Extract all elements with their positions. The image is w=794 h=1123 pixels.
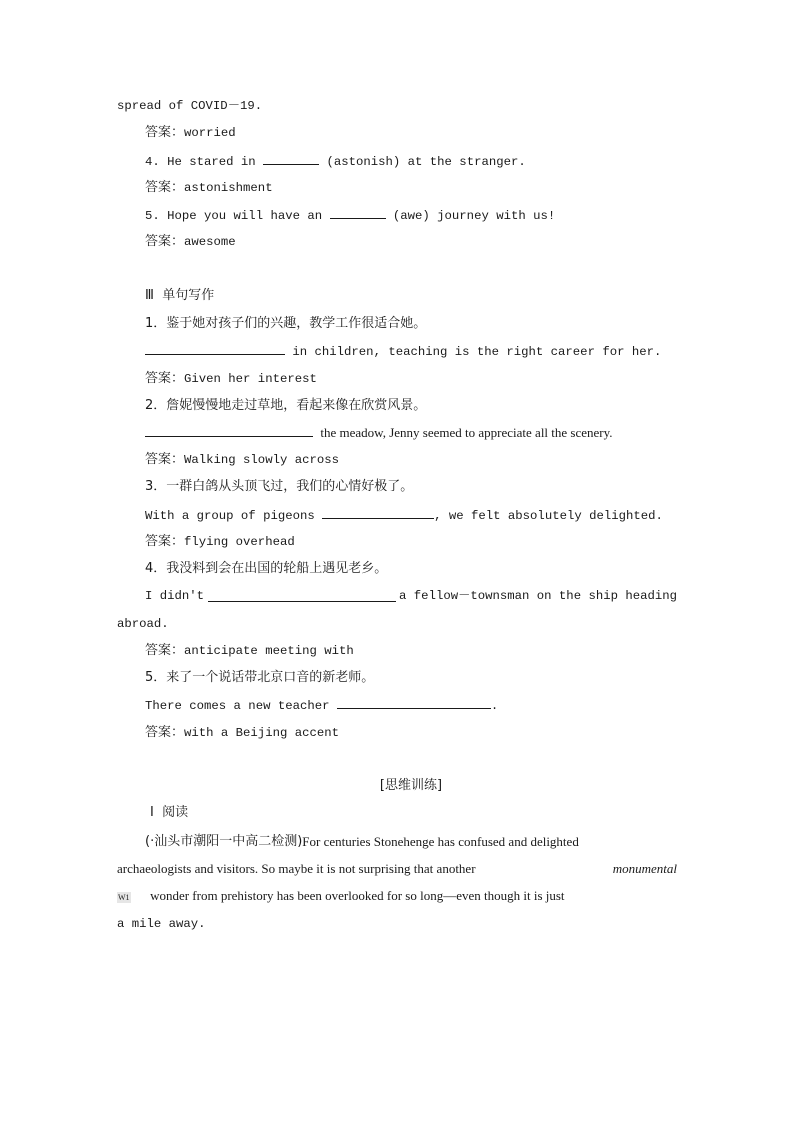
sentence-text: . [490,699,499,713]
sentence-5 [145,697,498,714]
answer-label: 答案： [145,125,185,140]
answer-blank[interactable] [263,153,319,165]
passage-text: For centuries Stonehenge has confused and delighted [302,834,579,849]
answer-line [145,180,273,196]
answer-label: 答案： [145,452,185,467]
answer-text: Given her interest [184,372,317,386]
answer-label: 答案： [145,643,185,658]
answer-text: with a Beijing accent [184,726,339,740]
sentence-1 [145,343,661,360]
reading-heading [150,805,188,821]
answer-blank[interactable] [322,507,434,519]
question-text: 4. He stared in [145,155,256,169]
prompt-cn-5: 5．来了一个说话带北京口音的新老师。 [145,670,375,685]
answer-line [145,125,236,141]
sentence-4 [145,588,677,604]
answer-label: 答案： [145,371,185,386]
passage-line-3 [117,888,565,906]
section-numeral: Ⅰ [150,805,154,820]
sentence-3 [145,507,663,524]
question-5 [145,207,555,224]
question-4 [145,153,526,170]
sentence-4-cont: abroad. [117,617,169,631]
answer-line [145,371,317,387]
sentence-text: a fellow－townsman on the ship heading [399,589,677,603]
prompt-cn-2: 2．詹妮慢慢地走过草地，看起来像在欣赏风景。 [145,398,427,413]
sentence-text: There comes a new teacher [145,699,330,713]
answer-line [145,452,339,468]
answer-text: flying overhead [184,535,295,549]
answer-line [145,534,295,550]
answer-line [145,234,236,250]
answer-label: 答案： [145,725,185,740]
answer-blank[interactable] [337,697,491,709]
prompt-cn-1: 1．鉴于她对孩子们的兴趣，教学工作很适合她。 [145,316,427,331]
text-line: spread of COVID－19. [117,99,263,113]
answer-label: 答案： [145,534,185,549]
sentence-text: the meadow, Jenny seemed to appreciate all the scenery. [320,425,613,440]
answer-blank[interactable] [145,425,313,437]
prompt-cn-4: 4．我没料到会在出国的轮船上遇见老乡。 [145,561,388,576]
answer-text: anticipate meeting with [184,644,354,658]
answer-text: Walking slowly across [184,453,339,467]
answer-label: 答案： [145,234,185,249]
sentence-text: in children, teaching is the right career for her. [292,345,662,359]
section-numeral: Ⅲ [145,288,154,303]
section-heading [145,288,214,304]
answer-text: awesome [184,235,236,249]
answer-text: astonishment [184,181,273,195]
question-text: 5. Hope you will have an [145,209,323,223]
answer-text: worried [184,126,236,140]
passage-line-4: a mile away. [117,917,206,931]
question-text: (astonish) at the stranger. [326,155,526,169]
prompt-cn-3: 3．一群白鸽从头顶飞过，我们的心情好极了。 [145,479,414,494]
passage-line-1 [145,834,677,850]
question-text: (awe) journey with us! [392,209,556,223]
answer-blank[interactable] [330,207,386,219]
section-title: 阅读 [162,805,189,820]
passage-italic: monumental [612,861,677,876]
passage-text: archaeologists and visitors. So maybe it is not surprising that another [117,861,476,876]
section-title: 单句写作 [162,288,215,303]
sentence-text: , we felt absolutely delighted. [434,509,663,523]
answer-blank[interactable] [208,590,396,602]
training-heading: [思维训练] [379,778,443,793]
answer-label: 答案： [145,180,185,195]
sentence-2 [145,425,613,442]
passage-source: (·汕头市潮阳一中高二检测) [145,834,303,849]
sentence-text: I didn't [145,589,205,603]
passage-text: wonder from prehistory has been overlooked for so long—even though it is just [150,888,565,903]
answer-line [145,725,339,741]
sentence-text: With a group of pigeons [145,509,315,523]
answer-blank[interactable] [145,343,285,355]
passage-line-2 [117,861,677,877]
answer-line [145,643,354,659]
footnote-marker: W1 [118,893,130,902]
